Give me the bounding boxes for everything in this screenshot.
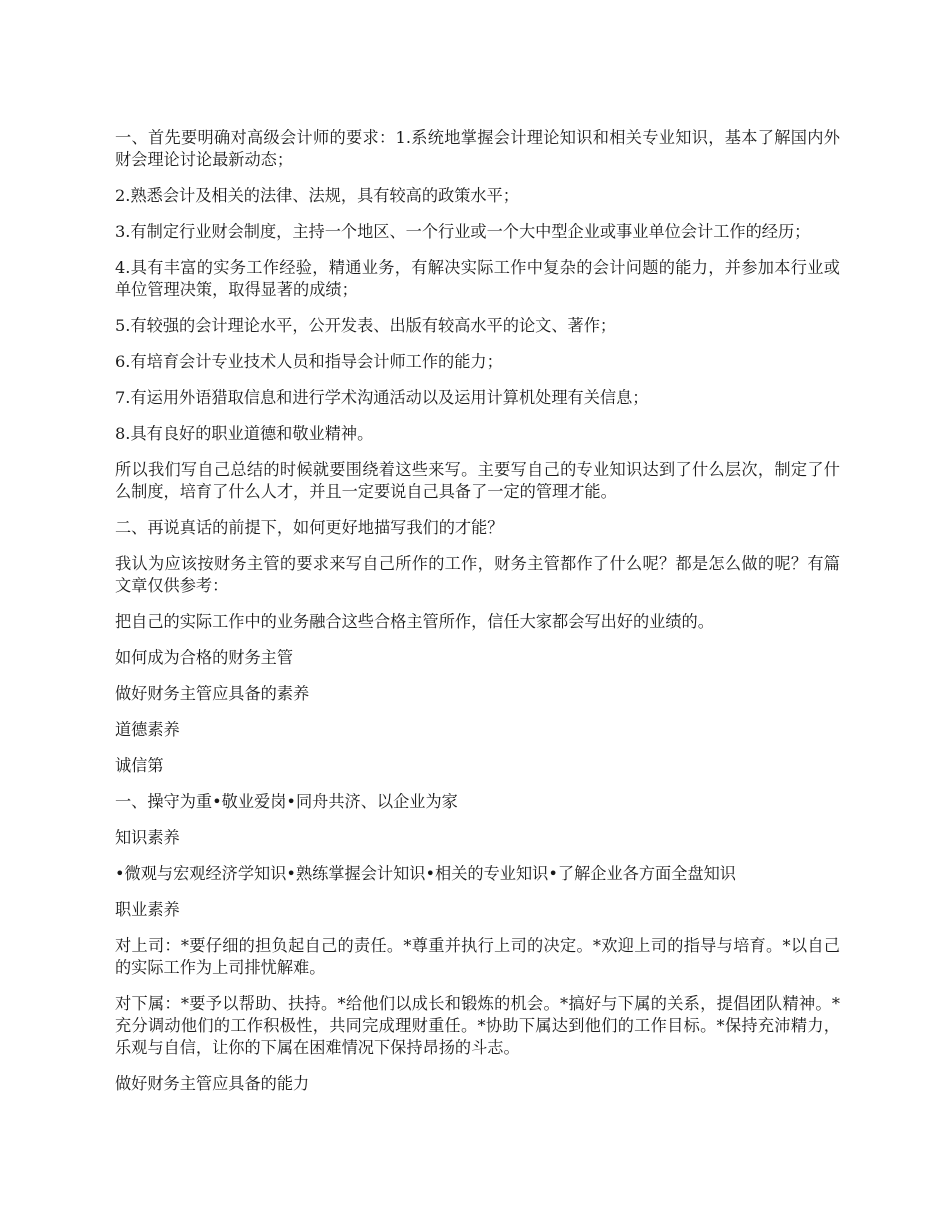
paragraph-requirement-2: 2.熟悉会计及相关的法律、法规，具有较高的政策水平； — [115, 186, 519, 205]
heading-qualified-manager: 如何成为合格的财务主管 — [115, 648, 294, 667]
paragraph-toward-superiors: 对上司：*要仔细的担负起自己的责任。*尊重并执行上司的决定。*欢迎上司的指导与培育。*以自己的实际工作为上司排忧解难。 — [115, 936, 840, 977]
document-body — [115, 127, 840, 1109]
paragraph-toward-subordinates: 对下属：*要予以帮助、扶持。*给他们以成长和锻炼的机会。*搞好与下属的关系，提倡团队精神。*充分调动他们的工作积极性，共同完成理财重任。*协助下属达到他们的工作目标。*保持充沛精力，乐观与自信，让你的下属在困难情况下保持昂扬的斗志。 — [115, 994, 840, 1057]
heading-qualities: 做好财务主管应具备的素养 — [115, 684, 310, 703]
heading-integrity-first: 诚信第 — [115, 756, 164, 775]
paragraph-opinion: 我认为应该按财务主管的要求来写自己所作的工作，财务主管都作了什么呢？都是怎么做的呢？有篇文章仅供参考： — [115, 554, 840, 595]
paragraph-requirement-8: 8.具有良好的职业道德和敬业精神。 — [115, 424, 374, 443]
heading-abilities: 做好财务主管应具备的能力 — [115, 1074, 310, 1093]
paragraph-integration: 把自己的实际工作中的业务融合这些合格主管所作，信任大家都会写出好的业绩的。 — [115, 612, 714, 631]
heading-professional-quality: 职业素养 — [115, 900, 180, 919]
paragraph-requirement-6: 6.有培育会计专业技术人员和指导会计师工作的能力； — [115, 352, 503, 371]
paragraph-integrity-points: 一、操守为重•敬业爱岗•同舟共济、以企业为家 — [115, 792, 458, 811]
heading-moral-quality: 道德素养 — [115, 720, 180, 739]
heading-knowledge-quality: 知识素养 — [115, 828, 180, 847]
paragraph-requirement-3: 3.有制定行业财会制度，主持一个地区、一个行业或一个大中型企业或事业单位会计工作的经历； — [115, 222, 811, 241]
paragraph-requirement-7: 7.有运用外语猎取信息和进行学术沟通活动以及运用计算机处理有关信息； — [115, 388, 649, 407]
paragraph-summary-advice: 所以我们写自己总结的时候就要围绕着这些来写。主要写自己的专业知识达到了什么层次，制定了什么制度，培育了什么人才，并且一定要说自己具备了一定的管理才能。 — [115, 460, 840, 501]
paragraph-requirement-5: 5.有较强的会计理论水平，公开发表、出版有较高水平的论文、著作； — [115, 316, 617, 335]
paragraph-requirement-4: 4.具有丰富的实务工作经验，精通业务，有解决实际工作中复杂的会计问题的能力，并参加本行业或单位管理决策，取得显著的成绩； — [115, 258, 840, 299]
paragraph-requirements-intro: 一、首先要明确对高级会计师的要求：1.系统地掌握会计理论知识和相关专业知识，基本了解国内外财会理论讨论最新动态； — [115, 128, 840, 169]
paragraph-knowledge-points: •微观与宏观经济学知识•熟练掌握会计知识•相关的专业知识•了解企业各方面全盘知识 — [115, 864, 736, 883]
paragraph-section-two-heading: 二、再说真话的前提下，如何更好地描写我们的才能？ — [115, 518, 504, 537]
